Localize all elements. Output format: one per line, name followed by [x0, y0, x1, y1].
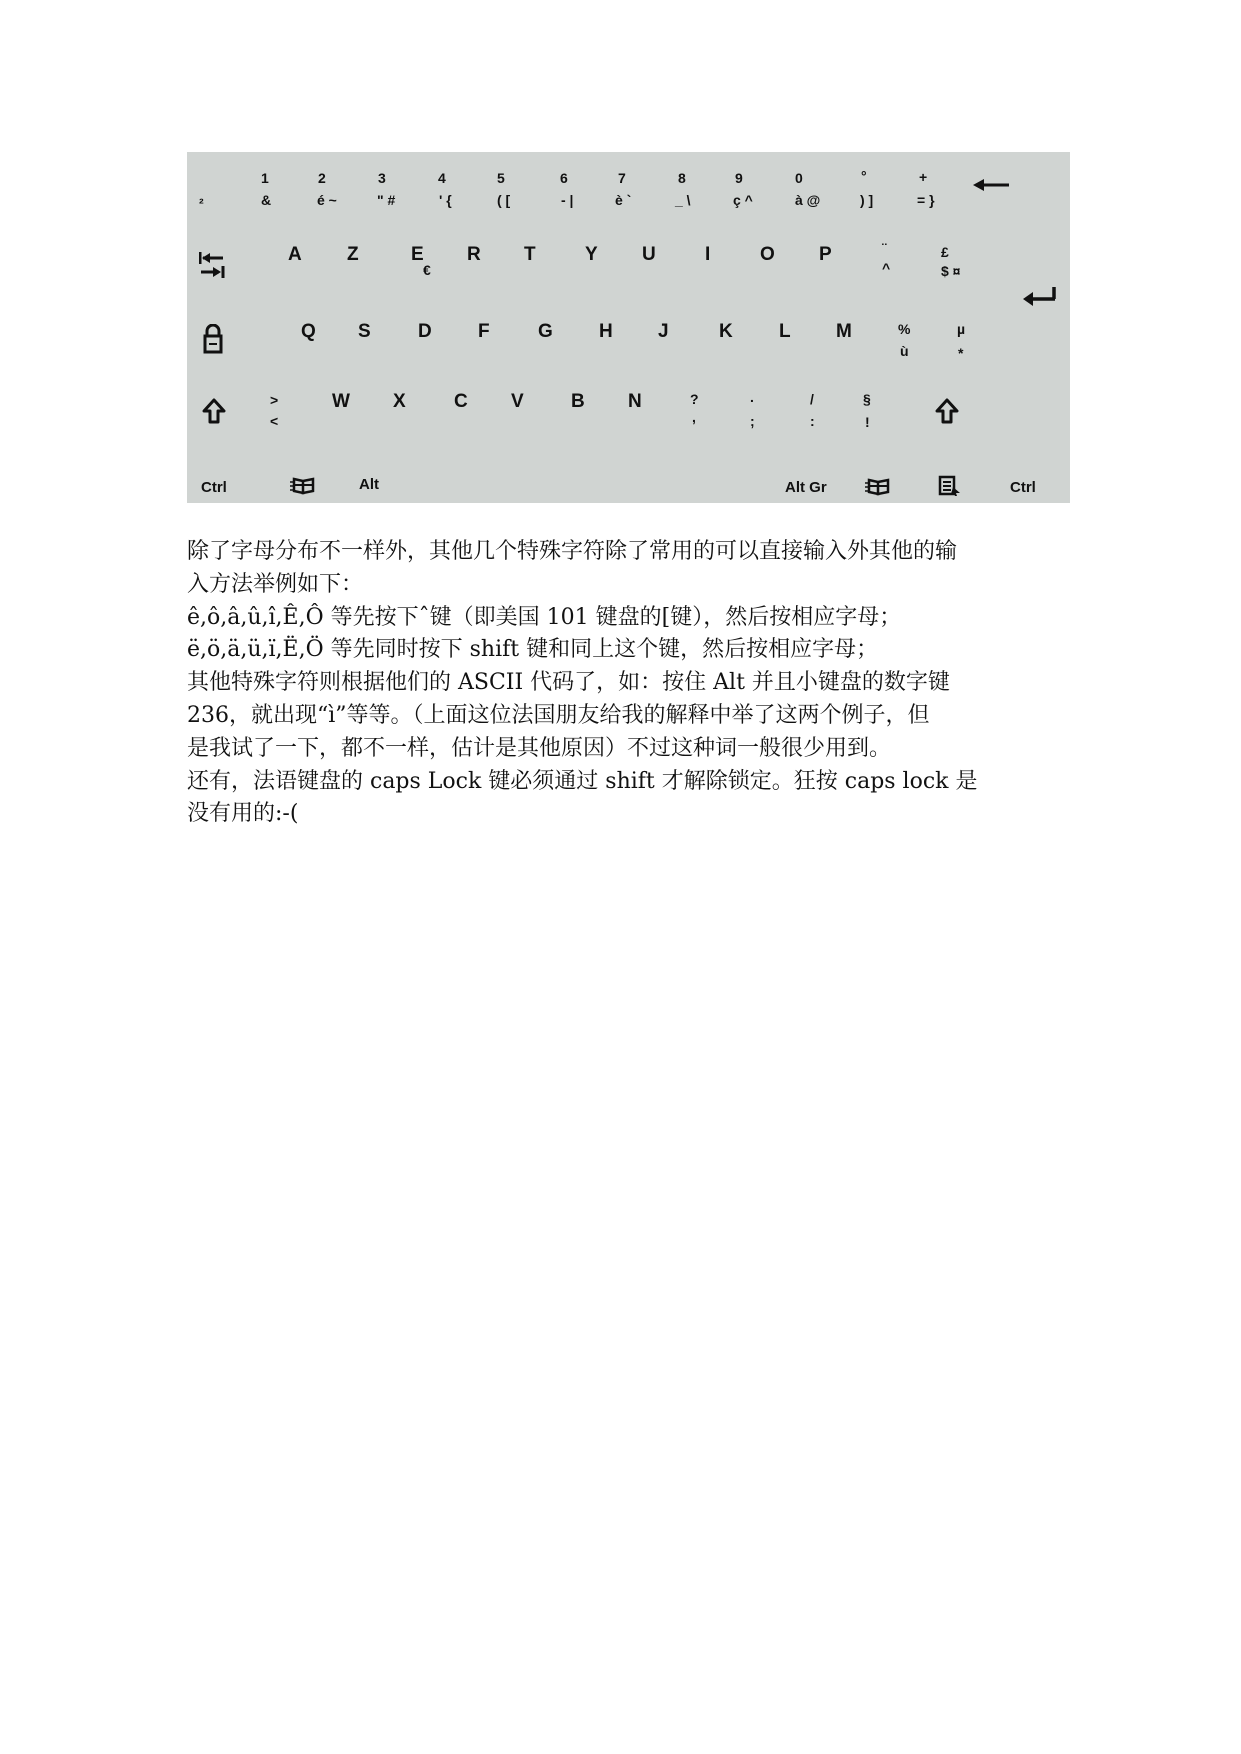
windows-left-icon	[290, 476, 316, 496]
key-a: A	[288, 244, 302, 265]
key-greater: >	[270, 392, 279, 408]
key-dollar: $ ¤	[941, 263, 961, 279]
key-j: J	[658, 321, 669, 342]
key-9-top: 9	[735, 170, 743, 186]
key-colon: :	[810, 413, 815, 429]
key-pound: £	[941, 244, 949, 260]
key-mu: µ	[957, 321, 966, 337]
key-q: Q	[301, 321, 316, 342]
key-k: K	[719, 321, 733, 342]
key-v: V	[511, 391, 524, 412]
key-u: U	[642, 244, 656, 265]
key-w: W	[332, 391, 350, 412]
key-plus-bottom: = }	[917, 192, 935, 208]
key-ctrl-left: Ctrl	[201, 479, 227, 496]
key-percent: %	[898, 321, 911, 337]
key-r: R	[467, 244, 481, 265]
key-0-bottom: à @	[795, 192, 821, 208]
key-p: P	[819, 244, 832, 265]
key-semicolon: ;	[750, 413, 755, 429]
key-ctrl-right: Ctrl	[1010, 479, 1036, 496]
key-2-bottom: é ~	[317, 192, 337, 208]
key-star: *	[958, 345, 964, 361]
text-line: 还有，法语键盘的 caps Lock 键必须通过 shift 才解除锁定。狂按 caps lock 是	[187, 768, 978, 794]
key-8-bottom: _ \	[675, 192, 691, 208]
key-c: C	[454, 391, 468, 412]
key-x: X	[393, 391, 406, 412]
text-line: 236，就出现“ì”等等。（上面这位法国朋友给我的解释中举了这两个例子，但	[187, 702, 930, 728]
key-trema: ¨	[882, 240, 887, 256]
key-z: Z	[347, 244, 359, 265]
key-5-bottom: ( [	[497, 192, 511, 208]
key-n: N	[628, 391, 642, 412]
key-altgr: Alt Gr	[785, 479, 827, 496]
key-9-bottom: ç ^	[733, 192, 753, 208]
key-y: Y	[585, 244, 598, 265]
caps-lock-icon	[203, 324, 223, 354]
key-s: S	[358, 321, 371, 342]
key-d: D	[418, 321, 432, 342]
key-2-top: 2	[318, 170, 326, 186]
key-degree-bottom: ) ]	[860, 192, 874, 208]
key-1-top: 1	[261, 170, 269, 186]
key-f: F	[478, 321, 490, 342]
key-0-top: 0	[795, 170, 803, 186]
key-circumflex: ^	[882, 260, 891, 276]
key-1-bottom: &	[261, 192, 272, 208]
key-m: M	[836, 321, 852, 342]
key-t: T	[524, 244, 536, 265]
shift-left-icon	[202, 398, 226, 424]
enter-icon	[1023, 287, 1057, 307]
key-less: <	[270, 413, 279, 429]
key-period: .	[750, 389, 754, 405]
key-3-bottom: " #	[377, 192, 396, 208]
key-i: I	[705, 244, 711, 265]
key-u-grave: ù	[900, 343, 909, 359]
key-section: §	[863, 391, 871, 407]
key-g: G	[538, 321, 553, 342]
text-line: 入方法举例如下：	[187, 571, 364, 597]
text-line: 是我试了一下，都不一样，估计是其他原因）不过这种词一般很少用到。	[187, 735, 892, 761]
key-6-bottom: - |	[561, 192, 574, 208]
key-l: L	[779, 321, 791, 342]
key-7-bottom: è `	[615, 192, 632, 208]
key-comma: ,	[692, 409, 696, 425]
key-plus-top: +	[919, 169, 928, 185]
key-5-top: 5	[497, 170, 505, 186]
key-question: ?	[690, 391, 699, 407]
key-squared-label: ²	[199, 195, 204, 211]
key-o: O	[760, 244, 775, 265]
explanation-text	[187, 536, 1057, 831]
key-6-top: 6	[560, 170, 568, 186]
tab-icon	[199, 250, 225, 280]
key-b: B	[571, 391, 585, 412]
backspace-icon	[973, 178, 1011, 192]
text-line: 没有用的:-(	[187, 801, 299, 827]
text-line: 其他特殊字符则根据他们的 ASCII 代码了，如：按住 Alt 并且小键盘的数字键	[187, 670, 950, 696]
key-exclamation: !	[865, 414, 870, 430]
french-keyboard-image	[187, 152, 1070, 503]
key-4-top: 4	[438, 170, 446, 186]
text-line: 除了字母分布不一样外，其他几个特殊字符除了常用的可以直接输入外其他的输	[187, 539, 958, 564]
key-e-euro: €	[423, 262, 431, 278]
text-line: ê,ô,â,û,î,Ê,Ô 等先按下ˆ键（即美国 101 键盘的[键），然后按相应字母；	[187, 604, 902, 630]
menu-icon	[938, 475, 962, 497]
key-alt: Alt	[359, 476, 379, 493]
windows-right-icon	[865, 477, 891, 497]
shift-right-icon	[935, 398, 959, 424]
text-line: ë,ö,ä,ü,ï,Ë,Ö 等先同时按下 shift 键和同上这个键，然后按相应字母；	[187, 637, 879, 663]
key-h: H	[599, 321, 613, 342]
key-4-bottom: ' {	[439, 192, 452, 208]
key-8-top: 8	[678, 170, 686, 186]
key-degree-top: °	[861, 168, 867, 184]
key-7-top: 7	[618, 170, 626, 186]
key-3-top: 3	[378, 170, 386, 186]
key-e: E	[411, 244, 424, 265]
key-slash: /	[810, 391, 814, 407]
